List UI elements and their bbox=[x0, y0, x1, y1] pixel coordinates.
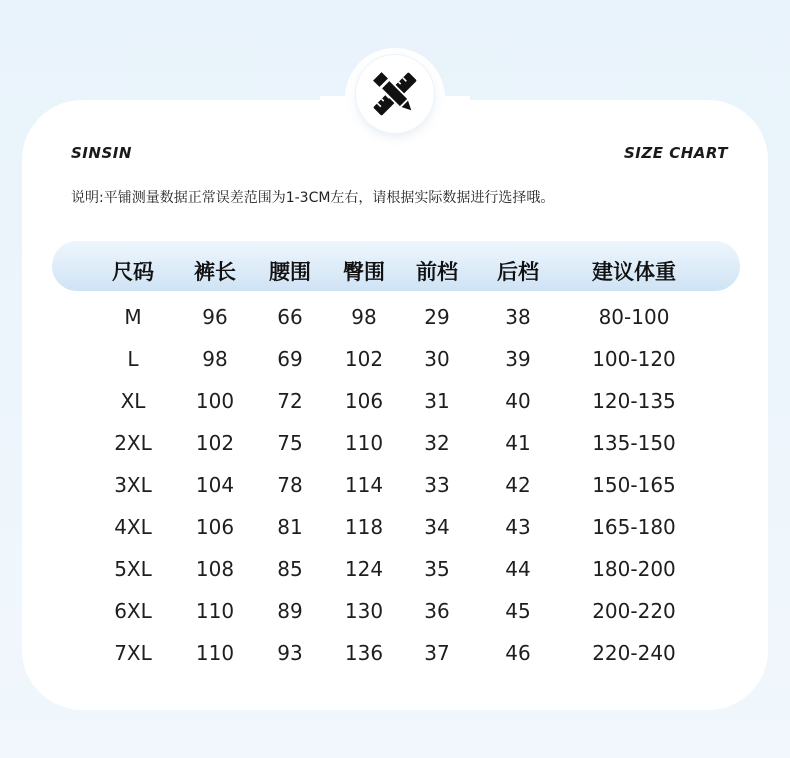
table-cell: 96 bbox=[202, 305, 228, 329]
table-cell: 200-220 bbox=[592, 599, 676, 623]
table-cell: 78 bbox=[277, 473, 303, 497]
table-cell: 35 bbox=[424, 557, 450, 581]
table-cell: 110 bbox=[195, 641, 235, 665]
table-cell: 30 bbox=[424, 347, 450, 371]
table-cell: 32 bbox=[424, 431, 450, 455]
table-cell: 89 bbox=[277, 599, 303, 623]
table-cell: 29 bbox=[424, 305, 450, 329]
table-cell: 165-180 bbox=[592, 515, 676, 539]
table-cell: 180-200 bbox=[592, 557, 676, 581]
table-cell: 81 bbox=[277, 515, 303, 539]
table-cell: 130 bbox=[344, 599, 384, 623]
table-cell: 33 bbox=[424, 473, 450, 497]
table-cell: 100-120 bbox=[592, 347, 676, 371]
table-cell: M bbox=[124, 305, 142, 329]
table-cell: 46 bbox=[505, 641, 531, 665]
table-cell: 45 bbox=[505, 599, 531, 623]
table-cell: 135-150 bbox=[592, 431, 676, 455]
table-cell: 118 bbox=[344, 515, 384, 539]
table-cell: 75 bbox=[277, 431, 303, 455]
table-cell: 108 bbox=[195, 557, 235, 581]
table-cell: 124 bbox=[344, 557, 384, 581]
table-cell: 34 bbox=[424, 515, 450, 539]
table-cell: 5XL bbox=[114, 557, 152, 581]
table-cell: 72 bbox=[277, 389, 303, 413]
table-cell: 40 bbox=[505, 389, 531, 413]
table-cell: 85 bbox=[277, 557, 303, 581]
column-header: 裤长 bbox=[194, 260, 236, 284]
table-cell: 36 bbox=[424, 599, 450, 623]
badge bbox=[356, 55, 434, 133]
table-cell: 42 bbox=[505, 473, 531, 497]
table-cell: 93 bbox=[277, 641, 303, 665]
table-cell: 2XL bbox=[114, 431, 152, 455]
table-cell: 110 bbox=[195, 599, 235, 623]
table-cell: 44 bbox=[505, 557, 531, 581]
chart-title: SIZE CHART bbox=[623, 144, 728, 162]
column-header: 尺码 bbox=[112, 260, 154, 284]
column-header: 臀围 bbox=[343, 260, 385, 284]
pencil-ruler-icon bbox=[368, 67, 422, 121]
table-cell: 104 bbox=[195, 473, 235, 497]
table-cell: 110 bbox=[344, 431, 384, 455]
table-cell: 4XL bbox=[114, 515, 152, 539]
table-cell: 38 bbox=[505, 305, 531, 329]
table-cell: 120-135 bbox=[592, 389, 676, 413]
table-cell: XL bbox=[120, 389, 146, 413]
table-cell: 66 bbox=[277, 305, 303, 329]
table-cell: 102 bbox=[195, 431, 235, 455]
table-cell: 39 bbox=[505, 347, 531, 371]
table-cell: 69 bbox=[277, 347, 303, 371]
table-cell: L bbox=[127, 347, 139, 371]
table-cell: 6XL bbox=[114, 599, 152, 623]
brand-name: SINSIN bbox=[71, 144, 132, 162]
table-cell: 98 bbox=[202, 347, 228, 371]
table-cell: 98 bbox=[351, 305, 377, 329]
table-cell: 100 bbox=[195, 389, 235, 413]
table-cell: 102 bbox=[344, 347, 384, 371]
column-header: 前档 bbox=[416, 260, 458, 284]
column-header: 腰围 bbox=[269, 260, 311, 284]
measurement-note: 说明:平铺测量数据正常误差范围为1-3CM左右，请根据实际数据进行选择哦。 bbox=[71, 190, 555, 206]
table-cell: 80-100 bbox=[598, 305, 670, 329]
column-header: 后档 bbox=[497, 260, 539, 284]
table-cell: 114 bbox=[344, 473, 384, 497]
table-cell: 41 bbox=[505, 431, 531, 455]
table-cell: 37 bbox=[424, 641, 450, 665]
table-cell: 136 bbox=[344, 641, 384, 665]
table-cell: 220-240 bbox=[592, 641, 676, 665]
table-cell: 106 bbox=[195, 515, 235, 539]
table-cell: 3XL bbox=[114, 473, 152, 497]
table-cell: 43 bbox=[505, 515, 531, 539]
table-cell: 150-165 bbox=[592, 473, 676, 497]
table-cell: 106 bbox=[344, 389, 384, 413]
table-cell: 31 bbox=[424, 389, 450, 413]
table-cell: 7XL bbox=[114, 641, 152, 665]
column-header: 建议体重 bbox=[592, 260, 676, 284]
